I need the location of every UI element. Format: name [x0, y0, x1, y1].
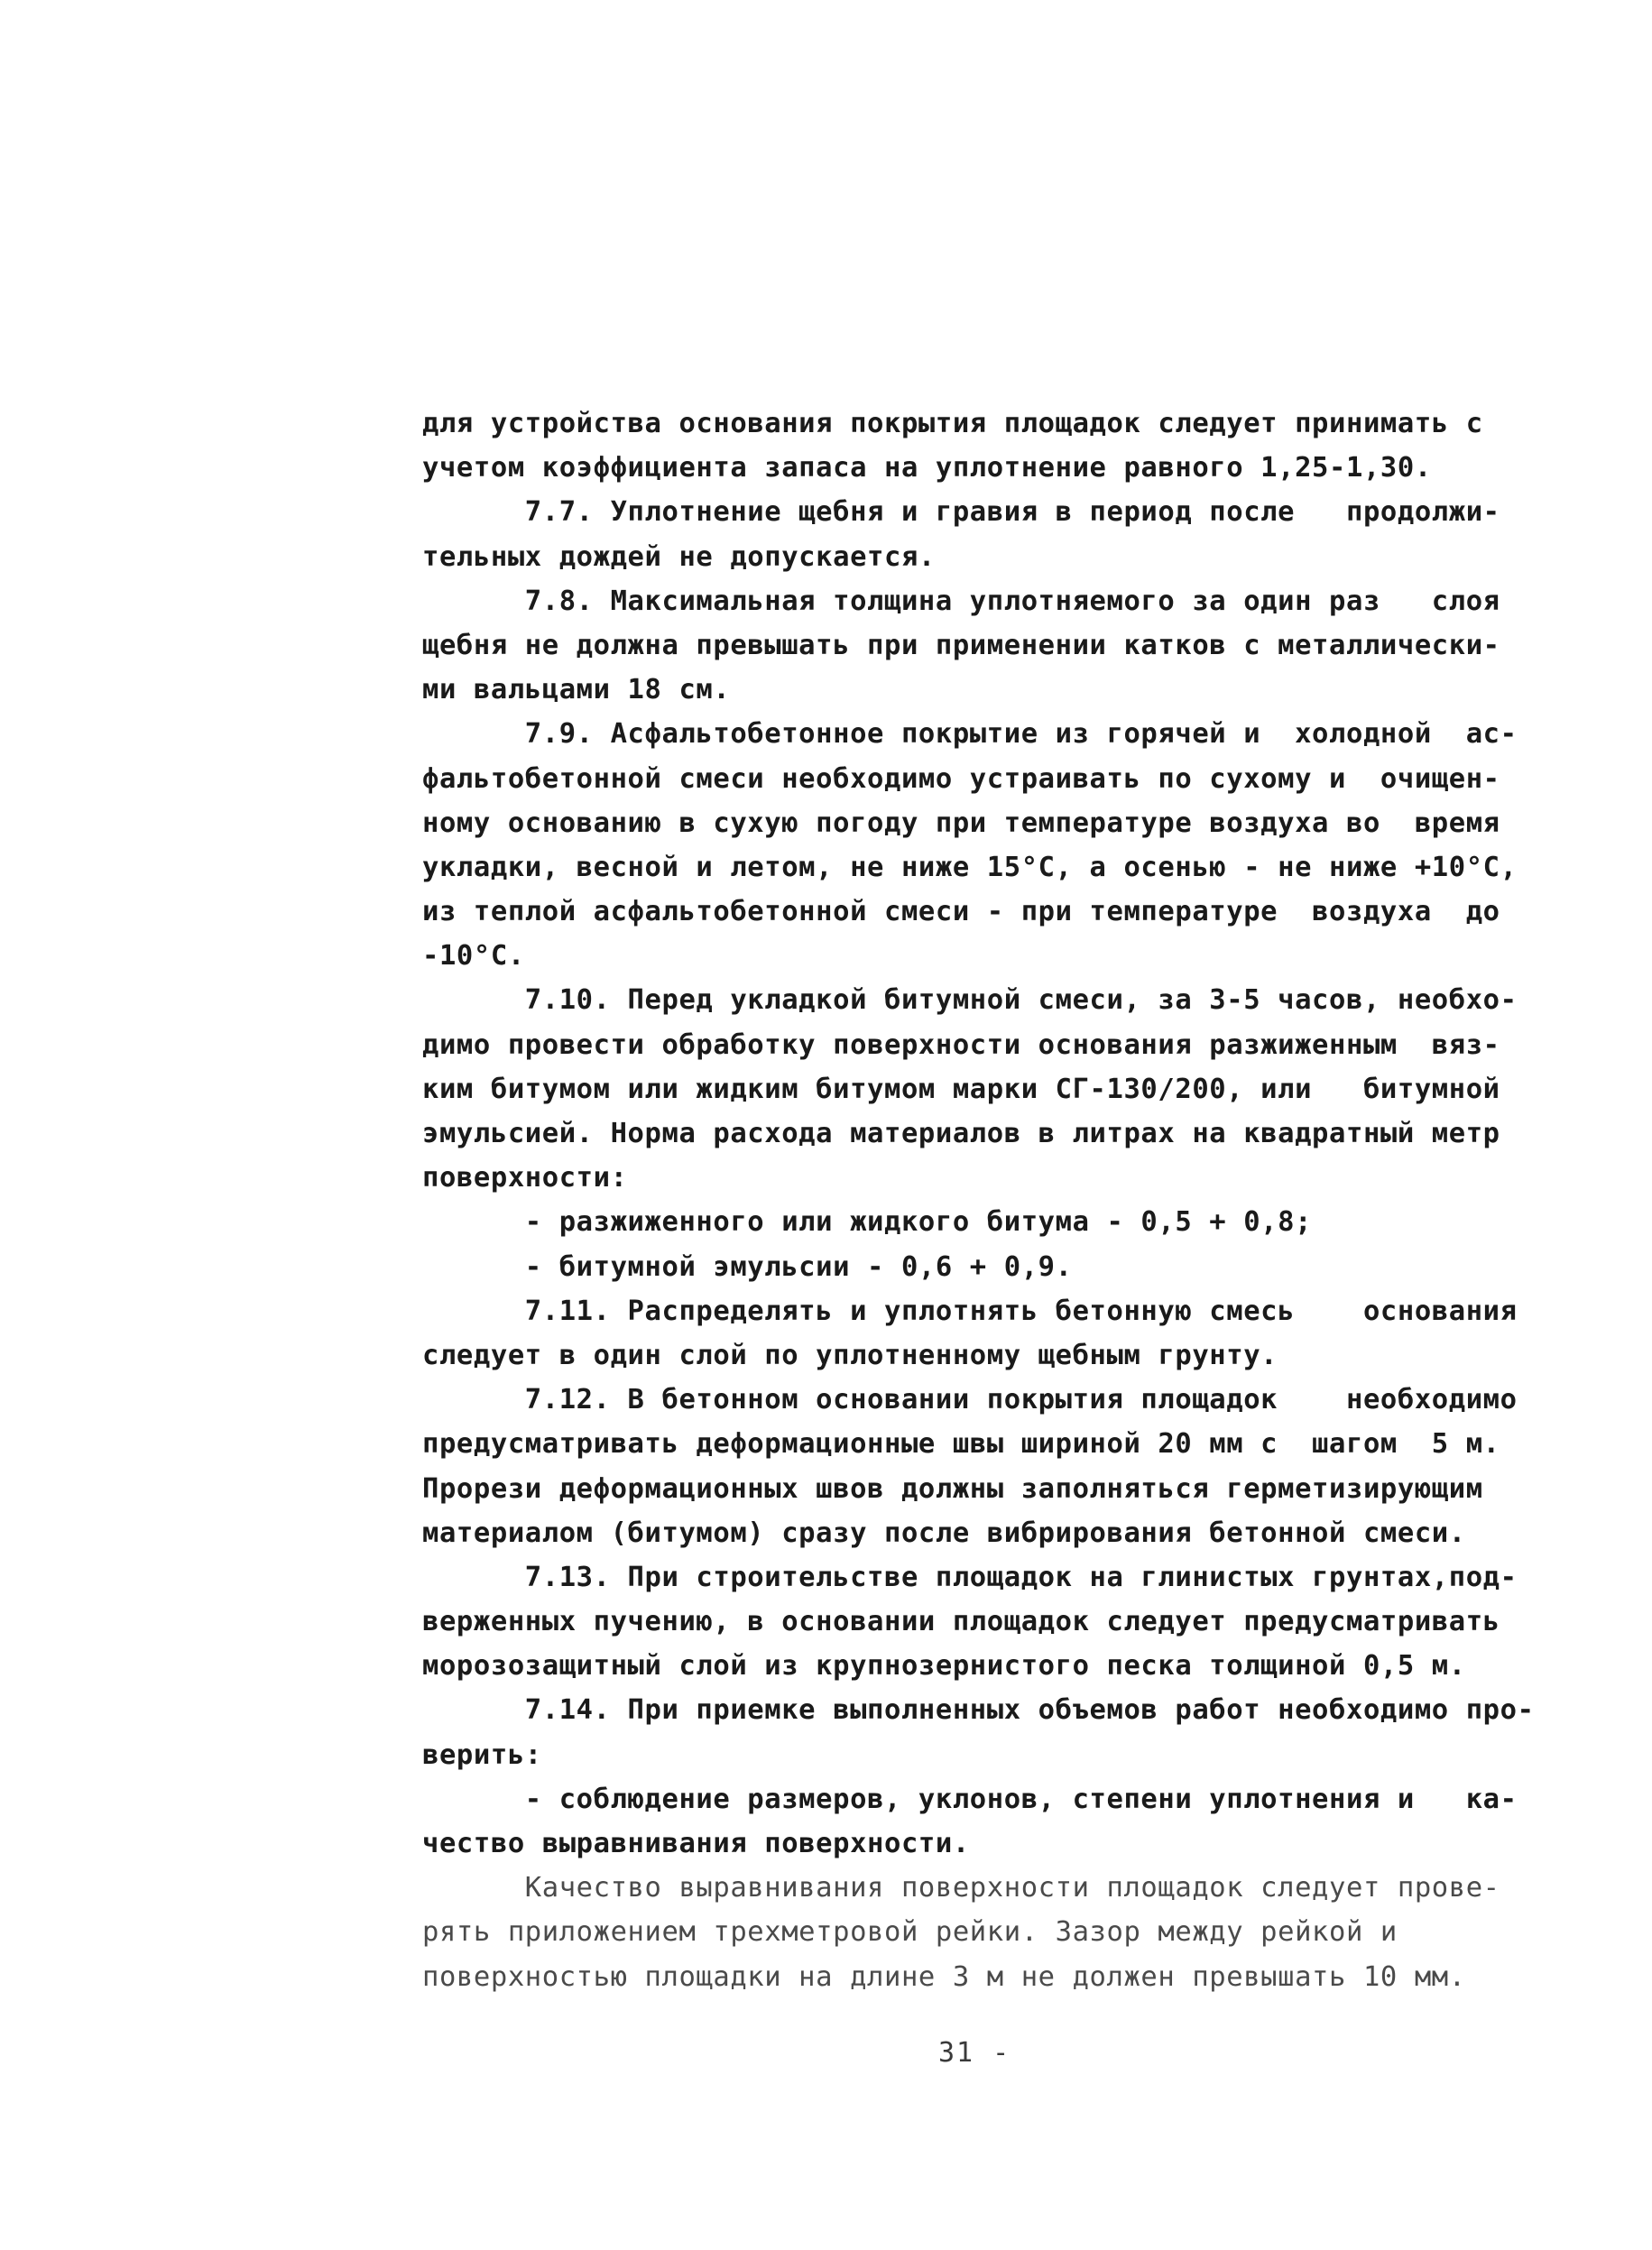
text-line: 7.11. Распределять и уплотнять бетонную смесь основания — [422, 1295, 1518, 1327]
text-line: учетом коэффициента запаса на уплотнение равного 1,25-1,30. — [422, 452, 1432, 484]
text-line: димо провести обработку поверхности основания разжиженным вяз- — [422, 1028, 1500, 1061]
text-line: 7.10. Перед укладкой битумной смеси, за 3-5 часов, необхо- — [422, 984, 1518, 1017]
text-line: верженных пучению, в основании площадок следует предусматривать — [422, 1606, 1500, 1638]
text-line: 7.14. При приемке выполненных объемов работ необходимо про- — [422, 1694, 1535, 1727]
text-line: верить: — [422, 1738, 542, 1771]
text-line: из теплой асфальтобетонной смеси - при температуре воздуха до — [422, 896, 1500, 928]
text-line: фальтобетонной смеси необходимо устраивать по сухому и очищен- — [422, 762, 1500, 795]
text-line: 7.13. При строительстве площадок на глинистых грунтах,под- — [422, 1561, 1518, 1593]
text-line: чество выравнивания поверхности. — [422, 1828, 970, 1859]
text-line: - соблюдение размеров, уклонов, степени уплотнения и ка- — [422, 1783, 1518, 1815]
text-line: щебня не должна превышать при применении катков с металлически- — [422, 629, 1500, 661]
text-line: 7.7. Уплотнение щебня и гравия в период после продолжи- — [422, 496, 1500, 529]
text-line: для устройства основания покрытия площадок следует принимать с — [422, 408, 1483, 439]
text-line: тельных дождей не допускается. — [422, 540, 936, 573]
text-line: ному основанию в сухую погоду при температуре воздуха во время — [422, 807, 1500, 839]
text-line: 7.8. Максимальная толщина уплотняемого за один раз слоя — [422, 585, 1500, 617]
body-text — [422, 401, 1535, 1999]
text-line: ми вальцами 18 см. — [422, 674, 731, 706]
text-line: Прорези деформационных швов должны заполняться герметизирующим — [422, 1472, 1483, 1505]
text-line: материалом (битумом) сразу после вибрирования бетонной смеси. — [422, 1517, 1466, 1549]
text-line: поверхности: — [422, 1162, 628, 1194]
text-line: морозозащитный слой из крупнозернистого песка толщиной 0,5 м. — [422, 1650, 1466, 1683]
text-line: Качество выравнивания поверхности площадок следует прове- — [422, 1872, 1500, 1904]
text-line: предусматривать деформационные швы шириной 20 мм с шагом 5 м. — [422, 1428, 1500, 1461]
text-line: укладки, весной и летом, не ниже 15°С, а осенью - не ниже +10°С, — [422, 851, 1518, 883]
text-line: эмульсией. Норма расхода материалов в литрах на квадратный метр — [422, 1118, 1500, 1149]
text-line: - битумной эмульсии - 0,6 + 0,9. — [422, 1250, 1073, 1283]
text-line: поверхностью площадки на длине 3 м не должен превышать 10 мм. — [422, 1960, 1466, 1993]
text-line: ким битумом или жидким битумом марки СГ-130/200, или битумной — [422, 1073, 1500, 1105]
text-line: 7.9. Асфальтобетонное покрытие из горячей и холодной ас- — [422, 718, 1518, 751]
text-line: рять приложением трехметровой рейки. Зазор между рейкой и — [422, 1916, 1398, 1949]
page-number: 31 - — [938, 2037, 1011, 2069]
text-line: -10°С. — [422, 940, 525, 973]
text-line: следует в один слой по уплотненному щебным грунту. — [422, 1339, 1278, 1371]
text-line: - разжиженного или жидкого битума - 0,5 + 0,8; — [422, 1206, 1313, 1239]
text-line: 7.12. В бетонном основании покрытия площадок необходимо — [422, 1384, 1518, 1416]
